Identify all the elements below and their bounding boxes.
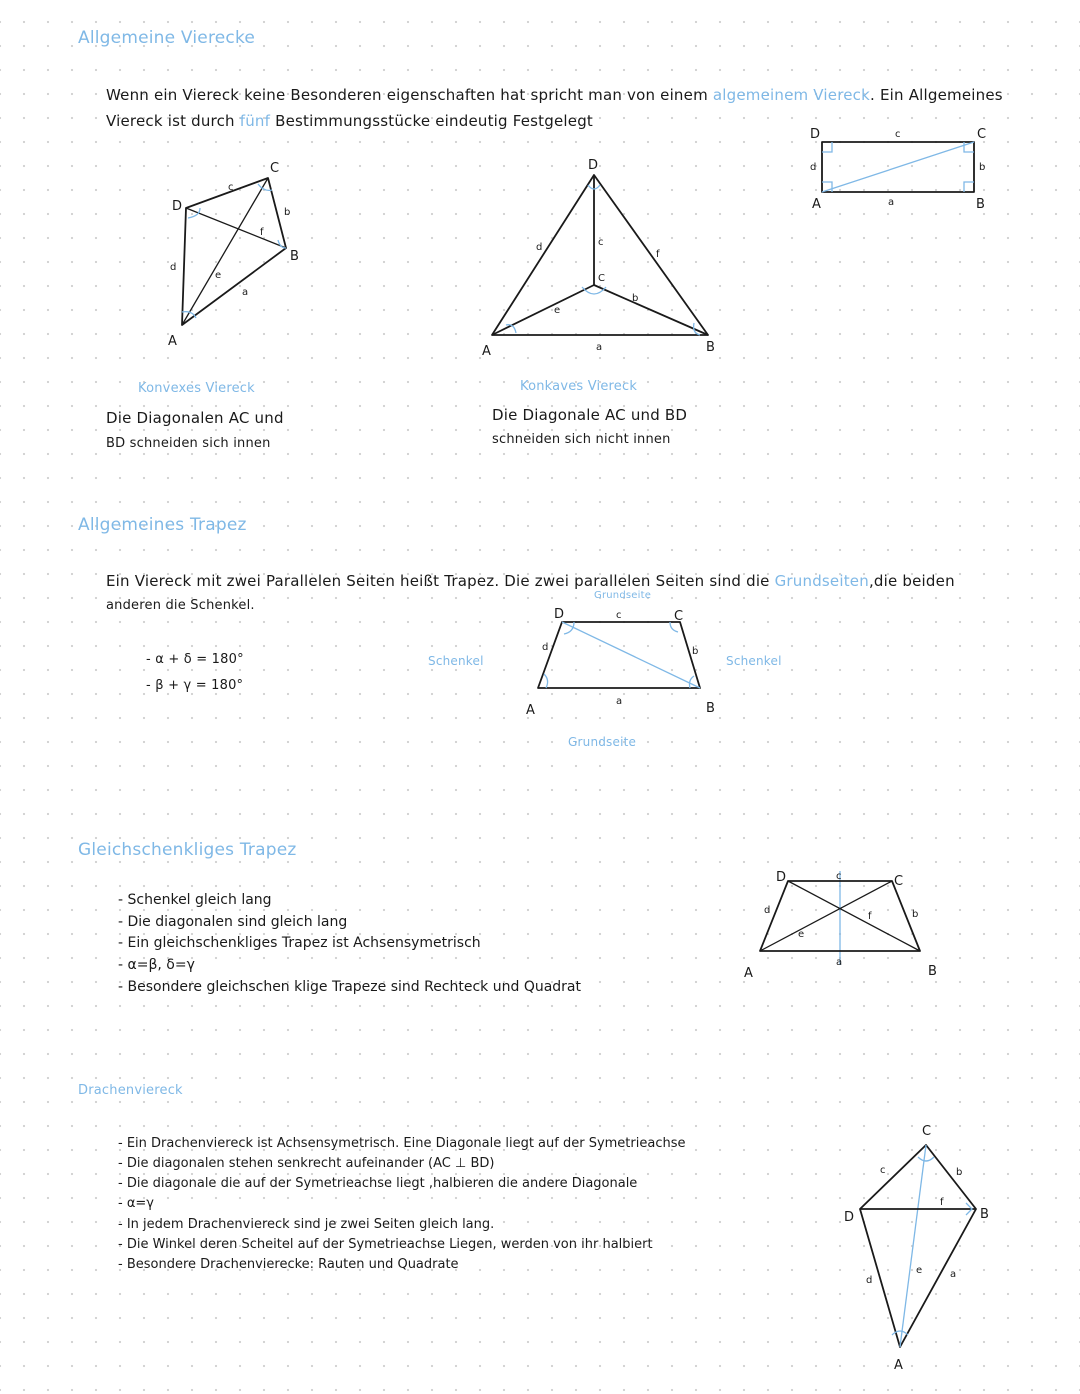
label-B: B bbox=[980, 1207, 989, 1222]
label-D: D bbox=[810, 127, 821, 142]
label-B: B bbox=[976, 197, 985, 212]
intro-text-1: Wenn ein Viereck keine Besonderen eigenschaften hat spricht man von einem bbox=[106, 86, 708, 104]
label-b: b bbox=[979, 162, 986, 173]
label-c: c bbox=[895, 129, 901, 140]
label-schenkel-left: Schenkel bbox=[428, 654, 484, 668]
heading-kite: Drachenviereck bbox=[78, 1083, 183, 1098]
diagonal-ac bbox=[182, 178, 268, 325]
heading-isosceles-trapezoid: Gleichschenkliges Trapez bbox=[78, 840, 297, 860]
label-D: D bbox=[554, 607, 565, 622]
trapezoid-formula-1: - α + δ = 180° bbox=[146, 652, 244, 667]
isosceles-item: - Ein gleichschenkliges Trapez ist Achsensymetrisch bbox=[118, 933, 581, 955]
label-d: d bbox=[536, 242, 543, 253]
label-b: b bbox=[632, 293, 639, 304]
label-b: b bbox=[692, 646, 699, 657]
angle-mark-b bbox=[690, 676, 695, 688]
rectangle-diagonal bbox=[822, 142, 974, 192]
label-c: c bbox=[598, 237, 604, 248]
convex-text-2: BD schneiden sich innen bbox=[106, 436, 271, 451]
label-e: e bbox=[554, 305, 561, 316]
label-a: a bbox=[888, 197, 895, 208]
kite-item: - Die Winkel deren Scheitel auf der Symetrieachse Liegen, werden von ihr halbiert bbox=[118, 1235, 686, 1255]
intro-highlight-general: algemeinem Viereck bbox=[712, 86, 871, 104]
intro-text-4: Viereck ist durch bbox=[106, 112, 235, 130]
intro-text-5: Bestimmungsstücke eindeutig Festgelegt bbox=[275, 112, 594, 130]
intro-text-2: . Ein bbox=[870, 86, 904, 104]
kite-item: - In jedem Drachenviereck sind je zwei Seiten gleich lang. bbox=[118, 1215, 686, 1235]
heading-trapezoid: Allgemeines Trapez bbox=[78, 515, 247, 535]
label-A: A bbox=[812, 197, 821, 212]
label-D: D bbox=[776, 870, 787, 885]
rectangle-figure bbox=[800, 120, 1000, 215]
kite-item: - Die diagonalen stehen senkrecht aufeinander (AC ⊥ BD) bbox=[118, 1154, 686, 1174]
label-C: C bbox=[922, 1124, 932, 1139]
label-d: d bbox=[764, 905, 771, 916]
trapezoid-text-1: Ein Viereck mit zwei Parallelen Seiten heißt Trapez. Die zwei parallelen Seiten sind die bbox=[106, 572, 770, 590]
label-grundseite-bottom: Grundseite bbox=[568, 735, 637, 749]
label-C: C bbox=[270, 161, 280, 176]
trapezoid-text-line-1 bbox=[106, 572, 955, 590]
label-e: e bbox=[215, 270, 222, 281]
label-C: C bbox=[598, 273, 605, 284]
angle-mark-d bbox=[822, 142, 832, 152]
intro-text-3: Allgemeines bbox=[908, 86, 1003, 104]
kite-item: - Die diagonale die auf der Symetrieachse liegt ,halbieren die andere Diagonale bbox=[118, 1174, 686, 1194]
concave-text-1: Die Diagonale AC und BD bbox=[492, 406, 688, 424]
label-c: c bbox=[880, 1165, 886, 1176]
trapezoid-text-2: ,die beiden bbox=[868, 572, 955, 590]
label-A: A bbox=[482, 344, 491, 355]
label-D: D bbox=[172, 199, 183, 214]
convex-title: Konvexes Viereck bbox=[138, 381, 255, 396]
angle-mark-b bbox=[964, 182, 974, 192]
kite-item: - α=γ bbox=[118, 1194, 686, 1214]
label-a: a bbox=[836, 957, 843, 968]
isosceles-properties-list bbox=[118, 890, 581, 998]
label-C: C bbox=[674, 609, 684, 624]
convex-shape bbox=[182, 178, 286, 325]
formula-beta-gamma: β + γ = 180° bbox=[155, 678, 244, 693]
label-c: c bbox=[616, 610, 622, 621]
label-d: d bbox=[542, 642, 549, 653]
label-b: b bbox=[912, 909, 919, 920]
kite-properties-list bbox=[118, 1134, 686, 1275]
label-A: A bbox=[744, 966, 753, 981]
formula-alpha-delta: α + δ = 180° bbox=[155, 652, 244, 667]
trapezoid-text-3: anderen die Schenkel. bbox=[106, 598, 255, 613]
isosceles-item: - Besondere gleichschen klige Trapeze sind Rechteck und Quadrat bbox=[118, 977, 581, 999]
heading-general-quadrilaterals: Allgemeine Vierecke bbox=[78, 28, 256, 48]
trapezoid-formula-2: - β + γ = 180° bbox=[146, 678, 244, 693]
label-b: b bbox=[956, 1167, 963, 1178]
label-e: e bbox=[916, 1265, 923, 1276]
trapezoid-diagonal bbox=[562, 622, 700, 688]
label-d: d bbox=[170, 262, 177, 273]
diagonal-bd bbox=[186, 208, 286, 248]
label-A: A bbox=[894, 1358, 903, 1373]
isosceles-item: - α=β, δ=γ bbox=[118, 955, 581, 977]
kite-item: - Besondere Drachenvierecke: Rauten und Quadrate bbox=[118, 1255, 686, 1275]
label-B: B bbox=[928, 964, 937, 979]
angle-mark-a bbox=[892, 1331, 908, 1335]
label-schenkel-right: Schenkel bbox=[726, 654, 782, 668]
label-B: B bbox=[706, 340, 715, 355]
concave-outer-triangle bbox=[492, 175, 708, 335]
label-grundseite-top: Grundseite bbox=[594, 590, 652, 601]
label-a: a bbox=[616, 696, 623, 707]
label-e: e bbox=[798, 929, 805, 940]
convex-quadrilateral-figure bbox=[160, 160, 320, 360]
concave-title: Konkaves Viereck bbox=[520, 379, 638, 394]
label-c: c bbox=[836, 871, 842, 882]
label-f: f bbox=[656, 249, 660, 260]
label-f: f bbox=[940, 1197, 944, 1208]
diagonal-ac bbox=[760, 881, 892, 951]
angle-mark-c bbox=[918, 1157, 934, 1161]
general-intro-line-2 bbox=[106, 112, 593, 130]
label-A: A bbox=[526, 703, 535, 718]
isosceles-trapezoid-figure bbox=[740, 865, 950, 985]
label-c: c bbox=[228, 182, 234, 193]
label-a: a bbox=[596, 342, 603, 353]
diagonal-bd bbox=[788, 881, 920, 951]
label-a: a bbox=[242, 287, 249, 298]
kite-figure bbox=[840, 1115, 1010, 1375]
label-D: D bbox=[844, 1210, 855, 1225]
label-A: A bbox=[168, 334, 177, 349]
label-B: B bbox=[290, 249, 299, 264]
diagonal-ac-symmetry-axis bbox=[900, 1145, 926, 1347]
label-b: b bbox=[284, 207, 291, 218]
label-C: C bbox=[977, 127, 987, 142]
isosceles-item: - Die diagonalen sind gleich lang bbox=[118, 912, 581, 934]
label-C: C bbox=[894, 874, 904, 889]
label-a: a bbox=[950, 1269, 957, 1280]
label-d: d bbox=[810, 162, 817, 173]
trapezoid-figure bbox=[520, 600, 740, 720]
kite-item: - Ein Drachenviereck ist Achsensymetrisch. Eine Diagonale liegt auf der Symetrieachse bbox=[118, 1134, 686, 1154]
label-f: f bbox=[868, 911, 872, 922]
convex-text-1: Die Diagonalen AC und bbox=[106, 409, 284, 427]
angle-mark-a bbox=[544, 674, 548, 688]
concave-quadrilateral-figure bbox=[470, 155, 740, 355]
isosceles-item: - Schenkel gleich lang bbox=[118, 890, 581, 912]
label-B: B bbox=[706, 701, 715, 716]
trapezoid-highlight-bases: Grundseiten bbox=[774, 572, 869, 590]
intro-highlight-five: fünf bbox=[239, 112, 271, 130]
label-d: d bbox=[866, 1275, 873, 1286]
label-f: f bbox=[260, 227, 264, 238]
general-intro-line-1 bbox=[106, 86, 1003, 104]
label-D: D bbox=[588, 158, 599, 173]
concave-text-2: schneiden sich nicht innen bbox=[492, 432, 671, 447]
